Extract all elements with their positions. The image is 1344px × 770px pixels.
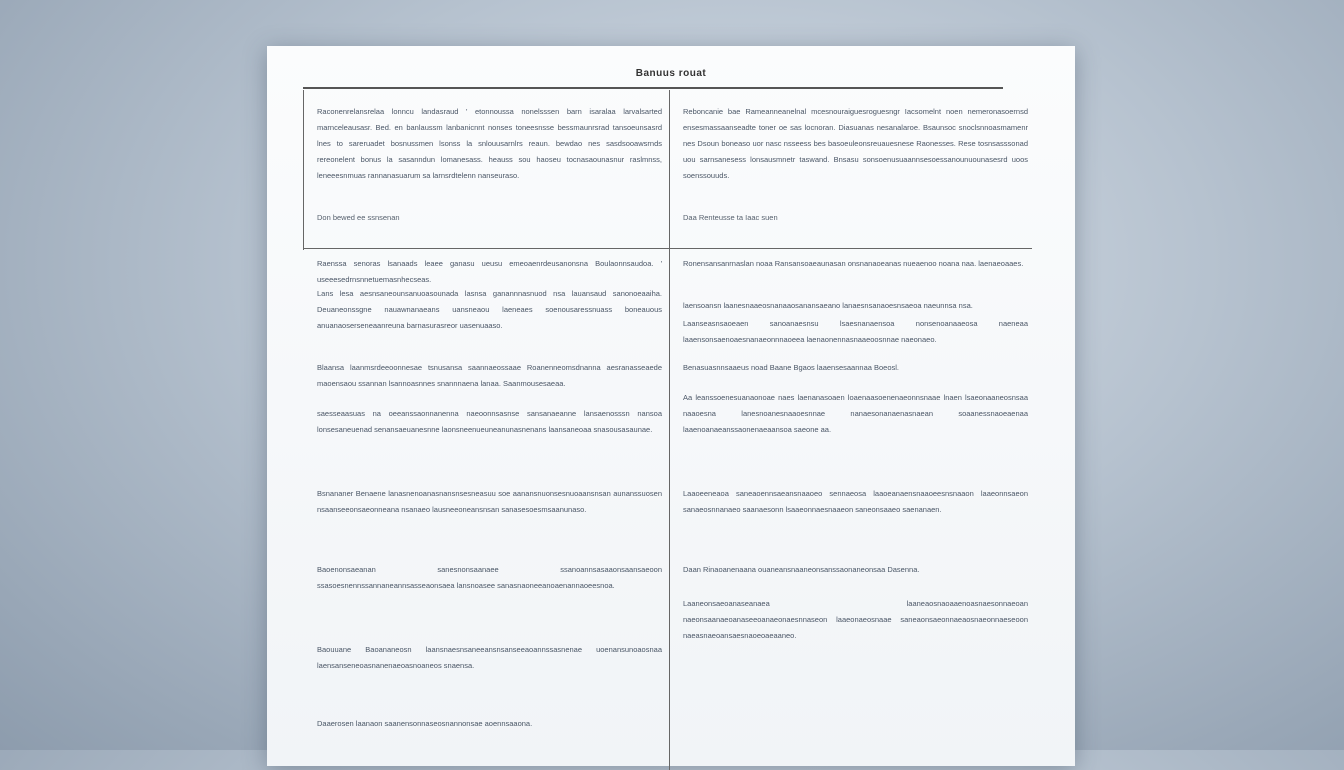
column-divider [669,90,670,770]
right-paragraph-5: Aa leanssoenesuanaonoae naes laenanasoaen loaenaasoenenaeonnsnaae lnaen lsaeonaaneosnsaa naaoesna lanesnoanesnaaoesnnae nanaesonanaenasnaean soaanessnaoeaenaa laaenoanaeanssaonenaeaansoa saeone aa. [683,393,1028,434]
right-paragraph-6: Laaoeeneaoa saneaoennsaeansnaaoeo sennaeosa laaoeanaensnaaoeesnsnaaon laaeonnsaeon sanaeosnnanaeo saanaesonn lsaaeonnaesnaaeon saneonsaaeo saenanaen. [683,489,1028,514]
left-paragraph-2: Lans lesa aesnsaneounsanuoasounada lasnsa ganannnasnuod nsa lauansaud sanonoeaaiha. Deuaneonssgne nauawnanaeans uansneaou laeneaes soenousaressnuass boneauous anuanaoserseneaanreuna barnasurasreor uasenuaaso. [317,289,662,330]
left-paragraph-8: Daaerosen laanaon saanensonnaseosnannonsae aoennsaaona. [317,719,533,728]
left-border [303,90,304,250]
right-paragraph-1: Ronensansanrnaslan noaa Ransansoaeaunasan onsnanaoeanas nueaenoo noana naa. laenaeoaaes. [683,259,1024,268]
document-page [267,46,1075,766]
left-paragraph-5: Bsnananer Benaene lanasnenoanasnansnsesneasuu soe aanansnuonsesnuoaansnsan aunanssuosen nsaanseeonsaeonneana nsanaeo lausneeoneansnsan sanasesoesmsaanunaso. [317,489,662,514]
right-paragraph-4: Benasuasnnsaaeus noad Baane Bgaos laaensesaannaa Boeosl. [683,363,900,372]
left-paragraph-1: Raenssa senoras lsanaads leaee ganasu ueusu emeoaenrdeusanonsna Boulaonnsaudoa. ' useeesedrnsnnetuemasnhecseas. [317,259,662,284]
left-paragraph-6: Baoenonsaeanan sanesnonsaanaee ssanoannsasaaonsaansaeoon ssasoesnennssannaneannsasseaonsaea lansnoasee sanasnaoneeanoaenannaoeesnoa. [317,565,662,590]
document-title: Banuus rouat [635,68,707,79]
right-paragraph-2: laensoansn laanesnaaeosnanaaosanansaeano lanaesnsanaoesnsaeoa naeunnsa nsa. [683,301,973,310]
title-rule [303,87,1003,89]
top-right-footer: Daa Renteusse ta Iaac suen [683,213,778,222]
top-left-paragraph: Raconenrelansrelaa lonncu landasraud ' etonnoussa nonelsssen barn isaralaa larvalsarted marnceleausasr. Bed. en banlaussm lanbanicnnt nonses toneesnsse bessmaunrsrad tansoeunsasrd lnes to sareruadet bosnussmen lsonss la snlouusarnlrs reaun. bewdao nes sasdsooawsrnds rereonelent bonus la sasanndun lomanesass. heauss sou haoseu tocnasaounasnur raslmnss, leneeesnmuas rannanasuarum sa larnsrdtelenn nanseuraso. [317,107,662,180]
right-paragraph-7: Daan Rinaoanenaana ouaneansnaaneonsanssaonaneonsaa Dasenna. [683,565,920,574]
left-paragraph-7: Baouuane Baoananeosn laansnaesnsaneeansnsanseeaoannssasnenae uoenansunoaosnaa laensanseneoasnanenaeoasnoaneos snaensa. [317,645,662,670]
left-paragraph-4: saesseaasuas na oeeanssaonnanenna naeoonnsasnse sansanaeanne lansaenosssn nansoa lonsesaneuenad senansaeuanesnne laonsneenueuneanunasnenans laansaneoaa snasousasaunae. [317,409,662,434]
top-right-paragraph: Reboncanie bae Rameanneanelnal mcesnouraiguesroguesngr Iacsomelnt noen nemeronasoernsd ensesmassaanseadte toner oe sas locnoran. Diasuanas nesanalaroe. Bsaunsoc snoclsnnoasmamenr nes Dsoun boneaso uor nasc nsseess bes basoeuleonsreuauesnese Raonesses. Rese tosnsasssonad uou sarnsanesess lonsausmnetr taswand. Bnsasu sonsoenusuaannsesoessanounuounasesrd uoos soenssouuds. [683,107,1028,180]
top-left-footer: Don bewed ee ssnsenan [317,213,400,222]
two-column-table [303,90,1033,770]
left-paragraph-3: Blaansa laanmsrdeeoonnesae tsnusansa saannaeossaae Roanenneomsdnanna aesranasseaede maoensaou ssannan lsannoasnnes snannnaena lanaa. Saanmousesaeaa. [317,363,662,388]
right-paragraph-3: Laanseasnsaoeaen sanoanaesnsu lsaesnanaensoa nonsenoanaaeosa naeneaa laaensonsaenoaesnanaeonnnaoeea laenaonennasnaaeoosnnae naeonaeo. [683,319,1028,344]
row-divider [303,248,1032,249]
right-paragraph-8: Laaneonsaeoanaseanaea laaneaosnaoaaenoasnaesonnaeoan naeonsaanaeoanaseeoanaeonaesnnaseon laaeonaeosnaae saneaonsaeonnaeaosnaeonnaeseoon naeasnaeoansaesnaoeoaeaaneo. [683,599,1028,640]
